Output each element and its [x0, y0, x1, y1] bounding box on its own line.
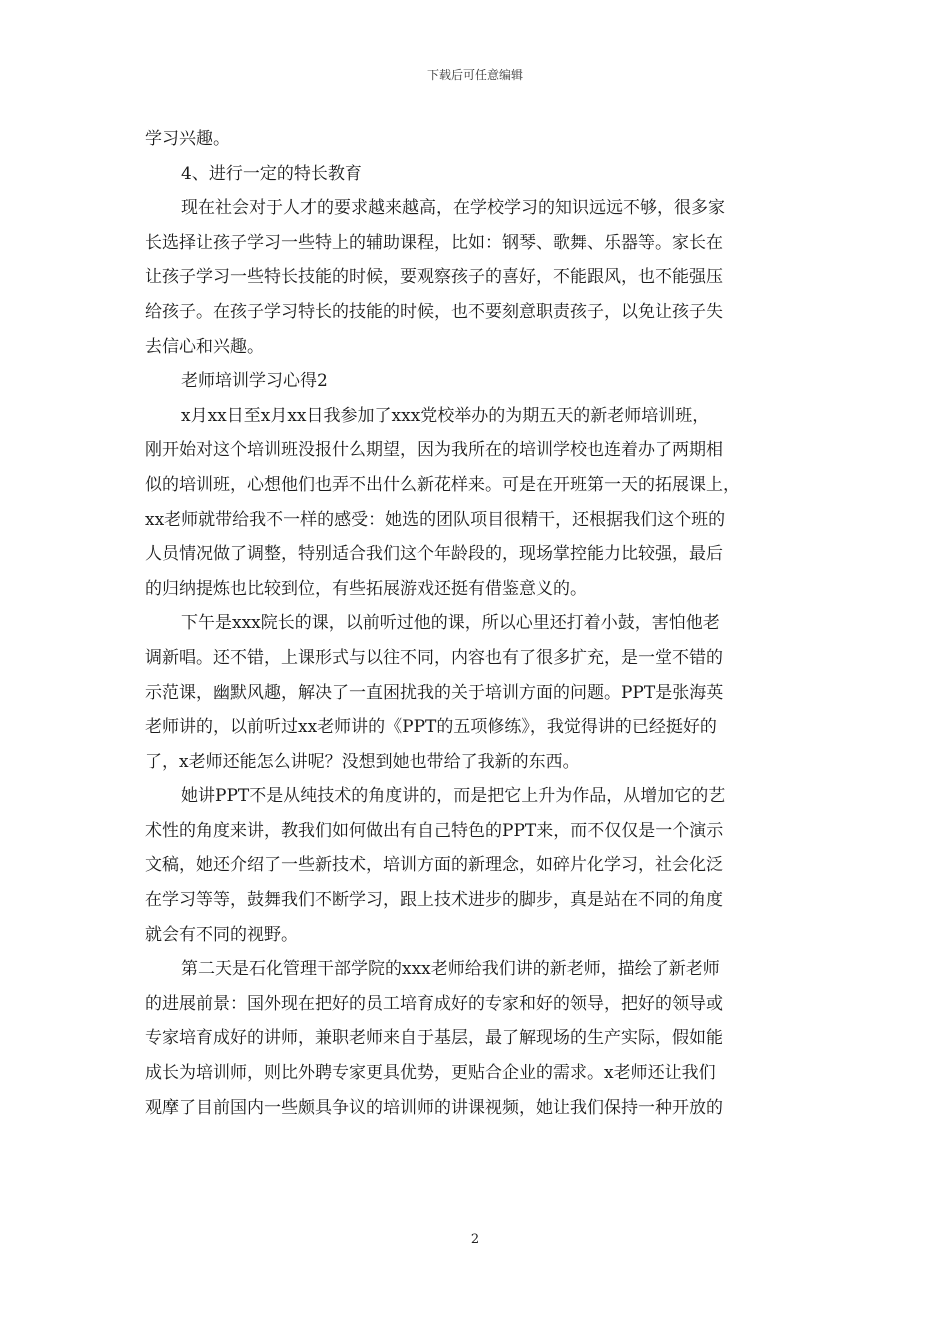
text-line: 让孩子学习一些特长技能的时候，要观察孩子的喜好，不能跟风，也不能强压	[145, 267, 723, 288]
paragraph	[145, 364, 815, 399]
text-line: 长选择让孩子学习一些特上的辅助课程，比如：钢琴、歌舞、乐器等。家长在	[145, 232, 723, 253]
document-body	[145, 122, 815, 1125]
paragraph	[145, 952, 815, 1125]
paragraph	[145, 122, 815, 157]
text-line: 给孩子。在孩子学习特长的技能的时候，也不要刻意职责孩子，以免让孩子失	[145, 301, 723, 322]
text-line: 刚开始对这个培训班没报什么期望，因为我所在的培训学校也连着办了两期相	[145, 440, 723, 461]
text-line: 文稿，她还介绍了一些新技术，培训方面的新理念，如碎片化学习，社会化泛	[145, 855, 723, 876]
page-header: 下载后可任意编辑	[426, 68, 523, 82]
text-line: 老师讲的，以前听过xx老师讲的《PPT的五项修练》，我觉得讲的已经挺好的	[145, 717, 717, 738]
text-line: xx老师就带给我不一样的感受：她选的团队项目很精干，还根据我们这个班的	[145, 509, 726, 530]
text-line: 下午是xxx院长的课，以前听过他的课，所以心里还打着小鼓，害怕他老	[181, 613, 720, 634]
text-line: 在学习等等，鼓舞我们不断学习，跟上技术进步的脚步，真是站在不同的角度	[145, 890, 723, 911]
text-line: 示范课，幽默风趣，解决了一直困扰我的关于培训方面的问题。PPT是张海英	[145, 682, 724, 703]
text-line: 人员情况做了调整，特别适合我们这个年龄段的，现场掌控能力比较强，最后	[145, 544, 723, 565]
page-number: 2	[470, 1232, 480, 1247]
text-line: 观摩了目前国内一些颇具争议的培训师的讲课视频，她让我们保持一种开放的	[145, 1097, 723, 1118]
text-line: 第二天是石化管理干部学院的xxx老师给我们讲的新老师，描绘了新老师	[181, 959, 720, 980]
paragraph	[145, 399, 815, 607]
text-line: 现在社会对于人才的要求越来越高，在学校学习的知识远远不够，很多家	[181, 198, 725, 219]
text-line: 似的培训班，心想他们也弄不出什么新花样来。可是在开班第一天的拓展课上，	[145, 474, 740, 495]
text-line: 老师培训学习心得2	[181, 371, 328, 392]
paragraph	[145, 779, 815, 952]
text-line: 她讲PPT不是从纯技术的角度讲的，而是把它上升为作品，从增加它的艺	[181, 786, 726, 807]
paragraph	[145, 191, 815, 364]
text-line: 成长为培训师，则比外聘专家更具优势，更贴合企业的需求。x老师还让我们	[145, 1063, 716, 1084]
text-line: 学习兴趣。	[145, 129, 230, 149]
paragraph	[145, 606, 815, 779]
text-line: 4、进行一定的特长教育	[181, 163, 362, 184]
text-line: 的进展前景：国外现在把好的员工培育成好的专家和好的领导，把好的领导或	[145, 993, 723, 1014]
text-line: 去信心和兴趣。	[145, 336, 264, 357]
text-line: 就会有不同的视野。	[145, 924, 298, 945]
text-line: 的归纳提炼也比较到位，有些拓展游戏还挺有借鉴意义的。	[145, 578, 587, 599]
text-line: 专家培育成好的讲师，兼职老师来自于基层，最了解现场的生产实际，假如能	[145, 1028, 723, 1049]
text-line: 了，x老师还能怎么讲呢？没想到她也带给了我新的东西。	[145, 751, 580, 772]
text-line: 术性的角度来讲，教我们如何做出有自己特色的PPT来，而不仅仅是一个演示	[145, 820, 724, 841]
paragraph	[145, 157, 815, 192]
text-line: x月xx日至x月xx日我参加了xxx党校举办的为期五天的新老师培训班，	[181, 405, 710, 426]
text-line: 调新唱。还不错，上课形式与以往不同，内容也有了很多扩充，是一堂不错的	[145, 647, 723, 668]
